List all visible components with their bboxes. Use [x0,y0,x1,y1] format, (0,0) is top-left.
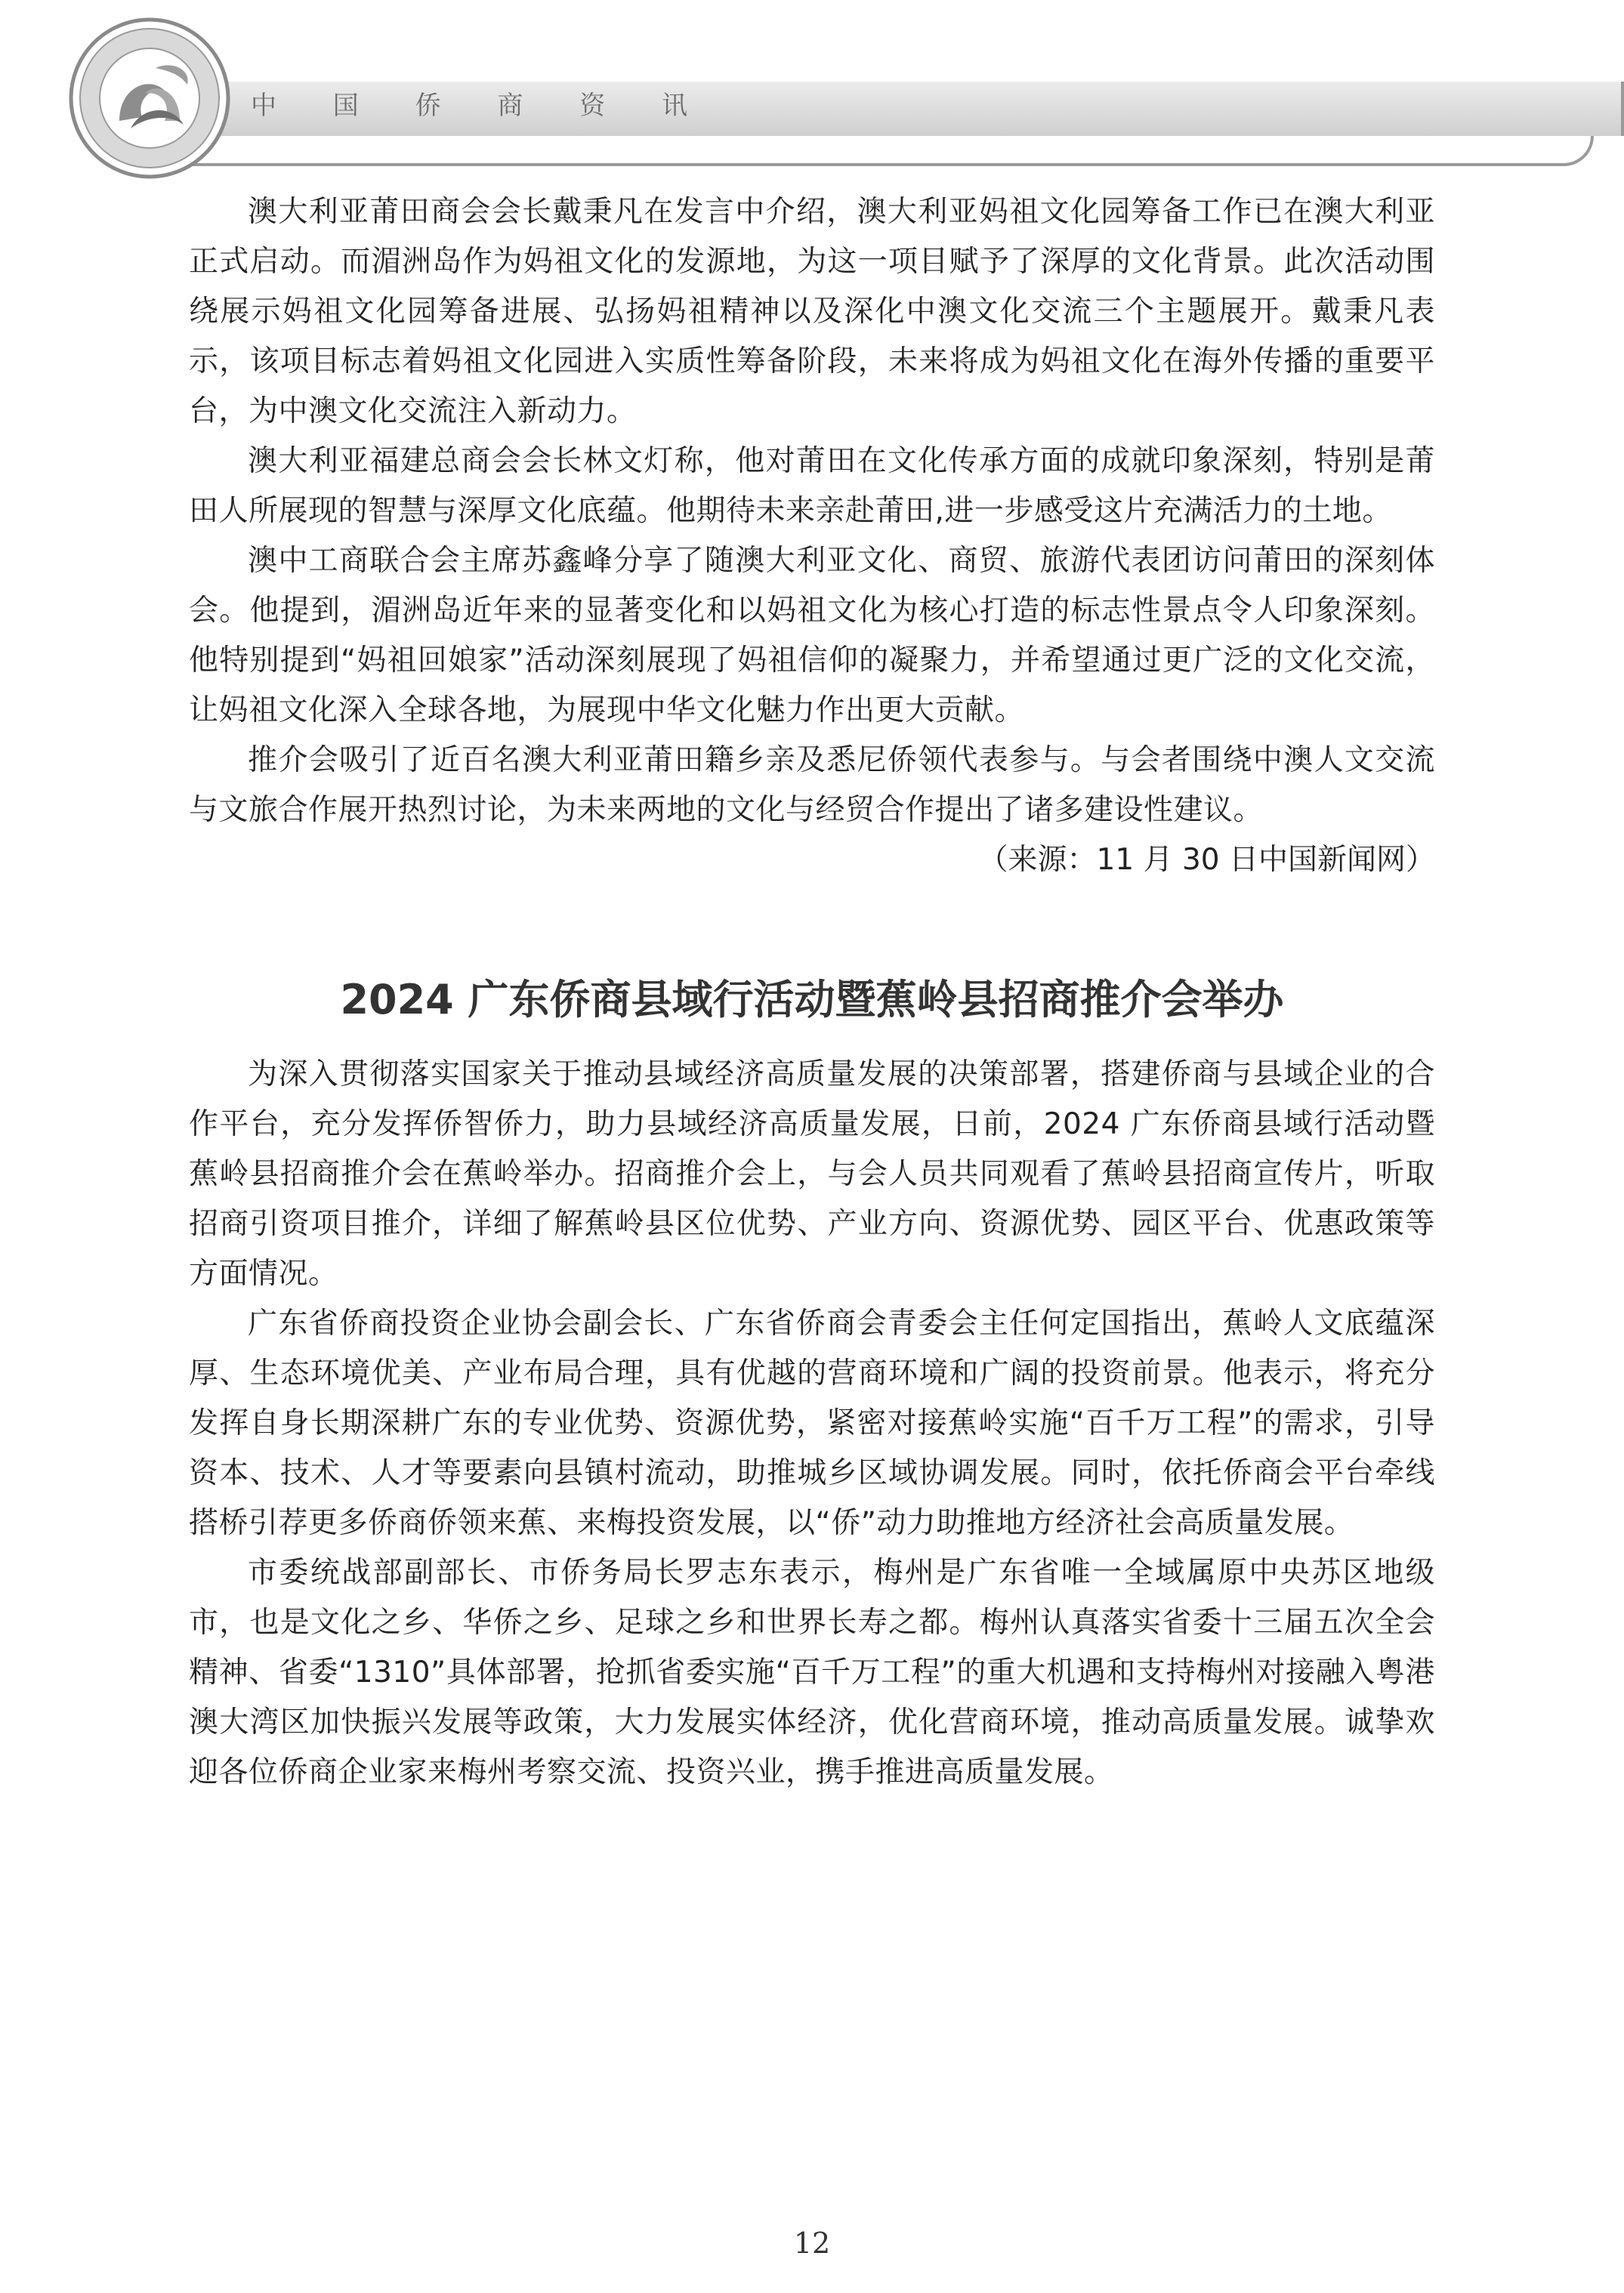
page-content [189,187,1435,1798]
article2-paragraph-1: 为深入贯彻落实国家关于推动县域经济高质量发展的决策部署，搭建侨商与县域企业的合作平台，充分发挥侨智侨力，助力县域经济高质量发展，日前，2024 广东侨商县域行活动暨蕉岭县招商推介会在蕉岭举办。招商推介会上，与会人员共同观看了蕉岭县招商宣传片，听取招商引资项目推介，详细了解蕉岭县区位优势、产业方向、资源优势、园区平台、优惠政策等方面情况。 [189,1057,1435,1291]
article1-paragraph-1: 澳大利亚莆田商会会长戴秉凡在发言中介绍，澳大利亚妈祖文化园筹备工作已在澳大利亚正式启动。而湄洲岛作为妈祖文化的发源地，为这一项目赋予了深厚的文化背景。此次活动围绕展示妈祖文化园筹备进展、弘扬妈祖精神以及深化中澳文化交流三个主题展开。戴秉凡表示，该项目标志着妈祖文化园进入实质性筹备阶段，未来将成为妈祖文化在海外传播的重要平台，为中澳文化交流注入新动力。 [189,195,1435,428]
article2-title: 2024 广东侨商县域行活动暨蕉岭县招商推介会举办 [340,976,1284,1023]
article2-paragraph-2: 广东省侨商投资企业协会副会长、广东省侨商会青委会主任何定国指出，蕉岭人文底蕴深厚、生态环境优美、产业布局合理，具有优越的营商环境和广阔的投资前景。他表示，将充分发挥自身长期深耕广东的专业优势、资源优势，紧密对接蕉岭实施“百千万工程”的需求，引导资本、技术、人才等要素向县镇村流动，助推城乡区域协调发展。同时，依托侨商会平台牵线搭桥引荐更多侨商侨领来蕉、来梅投资发展，以“侨”动力助推地方经济社会高质量发展。 [189,1307,1435,1540]
article2-paragraph-3: 市委统战部副部长、市侨务局长罗志东表示，梅州是广东省唯一全域属原中央苏区地级市，也是文化之乡、华侨之乡、足球之乡和世界长寿之都。梅州认真落实省委十三届五次全会精神、省委“1310”具体部署，抢抓省委实施“百千万工程”的重大机遇和支持梅州对接融入粤港澳大湾区加快振兴发展等政策，大力发展实体经济，优化营商环境，推动高质量发展。诚挚欢迎各位侨商企业家来梅州考察交流、投资兴业，携手推进高质量发展。 [189,1556,1435,1789]
header-arc-line [113,136,1594,166]
page-number: 12 [793,2227,831,2260]
article1-source: （来源：11 月 30 日中国新闻网） [978,843,1435,877]
chamber-logo-icon [66,15,233,181]
article1-paragraph-2: 澳大利亚福建总商会会长林文灯称，他对莆田在文化传承方面的成就印象深刻，特别是莆田人所展现的智慧与深厚文化底蕴。他期待未来亲赴莆田,进一步感受这片充满活力的土地。 [189,444,1435,528]
header-arc-edge [1594,82,1624,136]
publication-title: 中 国 侨 商 资 讯 [251,91,712,121]
article1-paragraph-3: 澳中工商联合会主席苏鑫峰分享了随澳大利亚文化、商贸、旅游代表团访问莆田的深刻体会。他提到，湄洲岛近年来的显著变化和以妈祖文化为核心打造的标志性景点令人印象深刻。他特别提到“妈祖回娘家”活动深刻展现了妈祖信仰的凝聚力，并希望通过更广泛的文化交流，让妈祖文化深入全球各地，为展现中华文化魅力作出更大贡献。 [189,544,1435,727]
article1-paragraph-4: 推介会吸引了近百名澳大利亚莆田籍乡亲及悉尼侨领代表参与。与会者围绕中澳人文交流与文旅合作展开热烈讨论，为未来两地的文化与经贸合作提出了诸多建设性建议。 [189,743,1435,827]
